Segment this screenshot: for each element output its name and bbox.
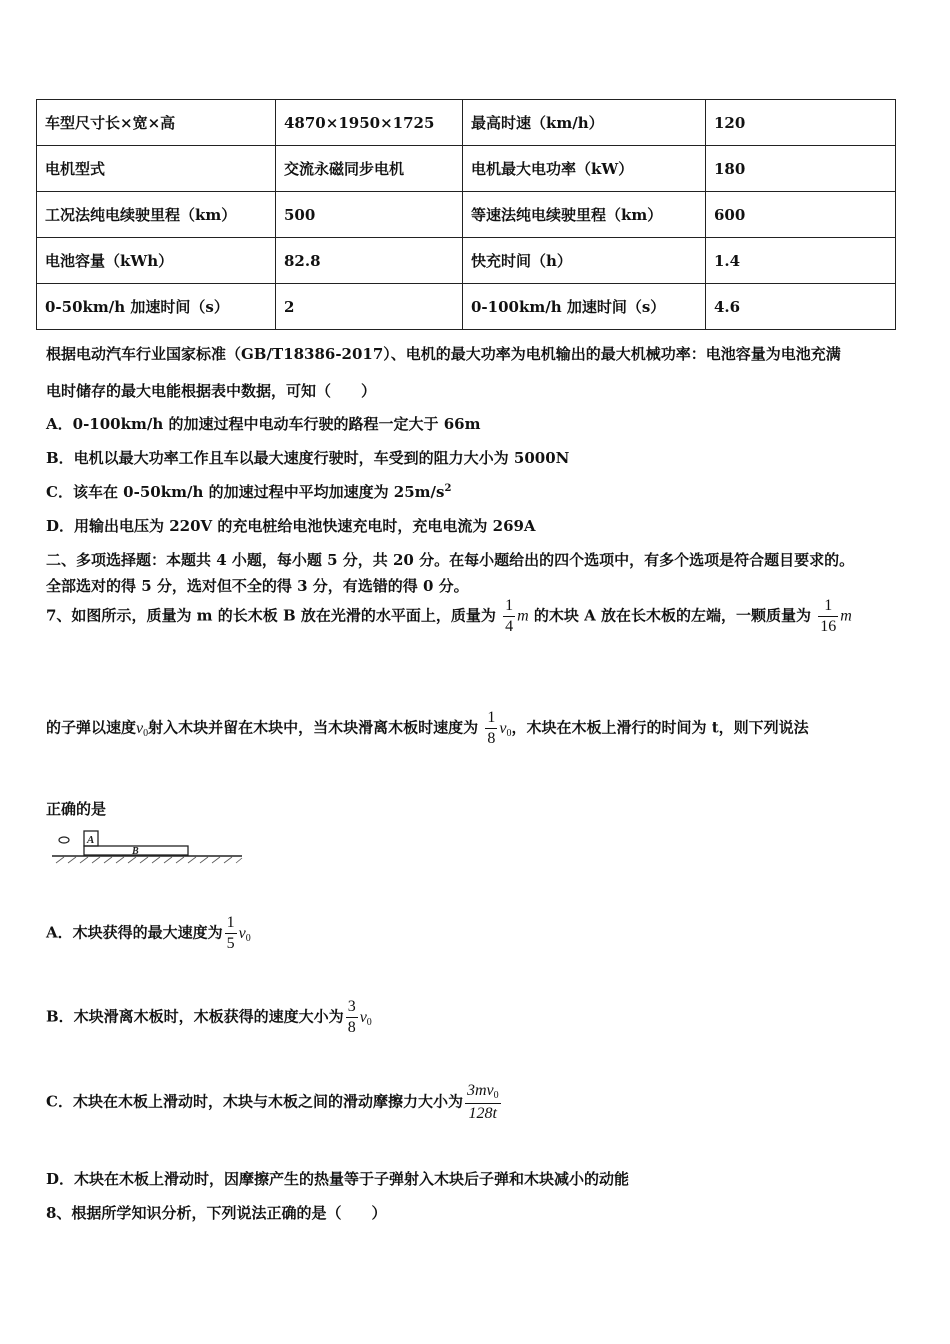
fraction-numerator: 1 (505, 597, 514, 614)
q6-stem-line2: 电时储存的最大电能根据表中数据，可知（ ） (46, 382, 377, 400)
q7-option-d: D．木块在木板上滑动时，因摩擦产生的热量等于子弹射入木块后子弹和木块减小的动能 (46, 1170, 630, 1188)
subscript: 0 (245, 932, 251, 944)
fraction-denominator: 4 (505, 618, 514, 635)
spec-table (36, 99, 896, 330)
fraction (346, 999, 358, 1036)
fraction-numerator: 3 (347, 998, 356, 1015)
v-symbol: v (136, 719, 144, 737)
fraction-denominator: 5 (226, 935, 235, 952)
q7-option-a-text: A．木块获得的最大速度为 (46, 923, 223, 942)
q6-option-c-text: C．该车在 0-50km/h 的加速过程中平均加速度为 25m/s (46, 483, 445, 501)
block-a-label: A (87, 834, 95, 846)
q7-text-part1: 7、如图所示，质量为 m 的长木板 B 放在光滑的水平面上，质量为 (46, 606, 496, 625)
q7-stem-line3: 正确的是 (46, 800, 107, 818)
q8-stem: 8、根据所学知识分析，下列说法正确的是（ ） (46, 1204, 387, 1222)
q7-text-part5: ，木块在木板上滑行的时间为 t，则下列说法 (511, 718, 809, 737)
q7-option-a (46, 915, 251, 952)
v-symbol: v (359, 1008, 367, 1026)
section2-line2: 全部选对的得 5 分，选对但不全的得 3 分，有选错的得 0 分。 (46, 577, 469, 595)
fraction (818, 598, 838, 635)
q7-option-c (46, 1083, 503, 1122)
q6-option-c (46, 481, 451, 502)
table-cell: 4870×1950×1725 (276, 100, 463, 146)
table-row (37, 192, 896, 238)
subscript: 0 (143, 727, 149, 739)
math-variable (360, 1009, 372, 1026)
superscript: 2 (444, 483, 452, 494)
table-cell: 最高时速（km/h） (463, 100, 706, 146)
table-cell: 120 (706, 100, 896, 146)
table-cell: 等速法纯电续驶里程（km） (463, 192, 706, 238)
q6-option-a: A．0-100km/h 的加速过程中电动车行驶的路程一定大于 66m (46, 415, 481, 433)
table-cell: 工况法纯电续驶里程（km） (37, 192, 276, 238)
block-board-figure (50, 826, 250, 871)
q6-option-d: D．用输出电压为 220V 的充电桩给电池快速充电时，充电电流为 269A (46, 517, 536, 535)
table-row (37, 100, 896, 146)
fraction-denominator: 16 (820, 618, 837, 635)
fraction-numerator: 1 (824, 597, 833, 614)
q7-stem-line1 (46, 598, 852, 635)
fraction-numerator: 1 (487, 709, 496, 726)
table-cell: 电机最大电功率（kW） (463, 146, 706, 192)
table-cell: 4.6 (706, 284, 896, 330)
q6-stem-line1: 根据电动汽车行业国家标准（GB/T18386-2017）、电机的最大功率为电机输出的最大机械功率：电池容量为电池充满 (46, 345, 841, 363)
v-symbol: v (499, 719, 507, 737)
table-cell: 电池容量（kWh） (37, 238, 276, 284)
fraction (485, 710, 497, 747)
table-cell: 82.8 (276, 238, 463, 284)
board-b-label: B (132, 846, 139, 857)
table-row (37, 146, 896, 192)
q6-option-b: B．电机以最大功率工作且车以最大速度行驶时，车受到的阻力大小为 5000N (46, 449, 570, 467)
q7-stem-line2 (46, 710, 809, 747)
table-cell: 500 (276, 192, 463, 238)
fraction-denominator: 8 (347, 1019, 356, 1036)
math-variable: m (840, 607, 852, 625)
bullet-shape (59, 837, 69, 843)
q7-option-b (46, 999, 372, 1036)
fraction (225, 915, 237, 952)
q7-text-part3: 的子弹以速度 (46, 718, 137, 737)
math-variable: m (517, 607, 529, 625)
table-cell: 交流永磁同步电机 (276, 146, 463, 192)
section2-line1: 二、多项选择题：本题共 4 小题，每小题 5 分，共 20 分。在每小题给出的四个选项中，有多个选项是符合题目要求的。 (46, 551, 855, 569)
q7-option-b-text: B．木块滑离木板时，木板获得的速度大小为 (46, 1007, 344, 1026)
q7-text-part4: 射入木块并留在木块中，当木块滑离木板时速度为 (148, 718, 479, 737)
fraction (465, 1083, 501, 1122)
fraction-numerator (465, 1083, 501, 1103)
fraction-denominator: 128t (465, 1103, 501, 1122)
table-cell: 电机型式 (37, 146, 276, 192)
table-cell: 600 (706, 192, 896, 238)
table-cell: 180 (706, 146, 896, 192)
table-cell: 1.4 (706, 238, 896, 284)
numerator-text: 3mv (466, 1082, 494, 1099)
ground-hatching (56, 857, 242, 863)
math-variable (499, 720, 511, 737)
q7-option-c-text: C．木块在木板上滑动时，木块与木板之间的滑动摩擦力大小为 (46, 1092, 463, 1111)
v-symbol: v (238, 924, 246, 942)
math-variable (136, 720, 148, 737)
fraction (503, 598, 515, 635)
subscript: 0 (366, 1016, 372, 1028)
math-variable (239, 925, 251, 942)
table-cell: 0-100km/h 加速时间（s） (463, 284, 706, 330)
q7-text-part2: 的木块 A 放在长木板的左端，一颗质量为 (533, 606, 812, 625)
subscript: 0 (506, 727, 512, 739)
table-cell: 车型尺寸长×宽×高 (37, 100, 276, 146)
table-cell: 2 (276, 284, 463, 330)
subscript: 0 (493, 1090, 499, 1101)
table-row (37, 238, 896, 284)
fraction-numerator: 1 (226, 914, 235, 931)
table-row (37, 284, 896, 330)
table-cell: 快充时间（h） (463, 238, 706, 284)
table-cell: 0-50km/h 加速时间（s） (37, 284, 276, 330)
fraction-denominator: 8 (487, 730, 496, 747)
